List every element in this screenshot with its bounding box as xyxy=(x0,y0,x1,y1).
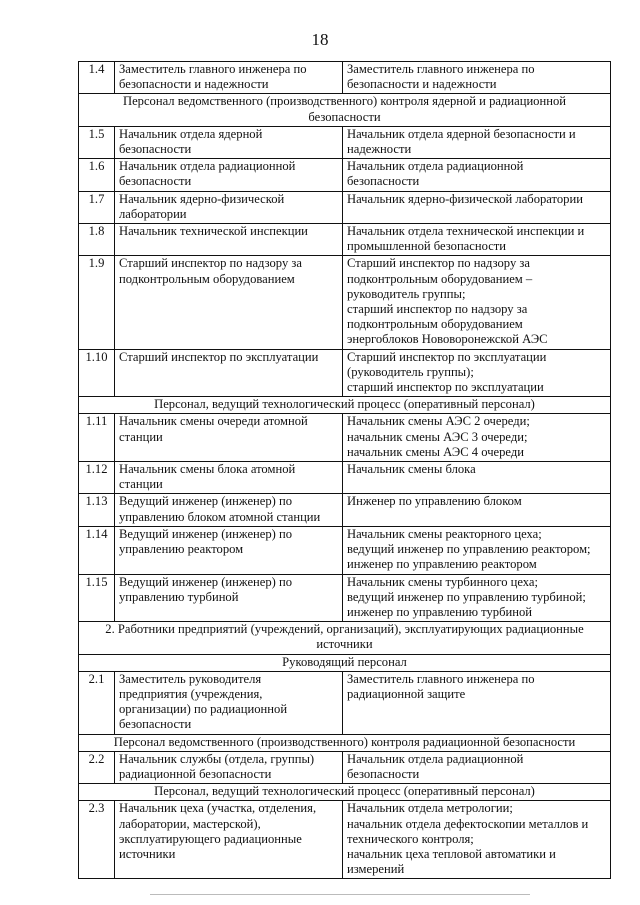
position-title: Начальник службы (отдела, группы) радиационной безопасности xyxy=(115,751,343,783)
table-row xyxy=(79,414,611,462)
footer-divider xyxy=(150,894,530,895)
section-header-row xyxy=(79,622,611,654)
section-header-row xyxy=(79,397,611,414)
item-number: 1.4 xyxy=(79,62,115,94)
equivalent-position: Начальник смены турбинного цеха; ведущий инженер по управлению турбиной; инженер по управлению турбиной xyxy=(343,574,611,622)
equivalent-position: Начальник смены АЭС 2 очереди; начальник смены АЭС 3 очереди; начальник смены АЭС 4 очереди xyxy=(343,414,611,462)
item-number: 1.6 xyxy=(79,159,115,191)
table-row xyxy=(79,191,611,223)
section-header-text: Персонал ведомственного (производственного) контроля радиационной безопасности xyxy=(79,734,611,751)
item-number: 2.2 xyxy=(79,751,115,783)
item-number: 1.12 xyxy=(79,462,115,494)
table-row xyxy=(79,751,611,783)
equivalent-position: Начальник отдела радиационной безопасности xyxy=(343,751,611,783)
position-title: Заместитель главного инженера по безопасности и надежности xyxy=(115,62,343,94)
table-row xyxy=(79,494,611,526)
item-number: 1.7 xyxy=(79,191,115,223)
equivalent-position: Начальник смены блока xyxy=(343,462,611,494)
equivalent-position: Заместитель главного инженера по радиационной защите xyxy=(343,671,611,734)
table-row xyxy=(79,62,611,94)
item-number: 1.8 xyxy=(79,224,115,256)
position-title: Ведущий инженер (инженер) по управлению блоком атомной станции xyxy=(115,494,343,526)
table-row xyxy=(79,349,611,397)
item-number: 1.15 xyxy=(79,574,115,622)
equivalent-position: Старший инспектор по эксплуатации (руководитель группы); старший инспектор по эксплуатации xyxy=(343,349,611,397)
position-title: Начальник отдела радиационной безопасности xyxy=(115,159,343,191)
position-title: Начальник отдела ядерной безопасности xyxy=(115,126,343,158)
table-row xyxy=(79,224,611,256)
item-number: 1.11 xyxy=(79,414,115,462)
equivalent-position: Инженер по управлению блоком xyxy=(343,494,611,526)
table-row xyxy=(79,462,611,494)
position-title: Ведущий инженер (инженер) по управлению турбиной xyxy=(115,574,343,622)
equivalent-position: Начальник смены реакторного цеха; ведущий инженер по управлению реактором; инженер по управлению реактором xyxy=(343,526,611,574)
position-title: Ведущий инженер (инженер) по управлению реактором xyxy=(115,526,343,574)
section-header-row xyxy=(79,734,611,751)
section-header-text: Персонал ведомственного (производственного) контроля ядерной и радиационной безопасности xyxy=(79,94,611,126)
section-header-text: Персонал, ведущий технологический процесс (оперативный персонал) xyxy=(79,397,611,414)
page-number: 18 xyxy=(311,30,329,49)
position-title: Старший инспектор по надзору за подконтрольным оборудованием xyxy=(115,256,343,349)
equivalent-position: Заместитель главного инженера по безопасности и надежности xyxy=(343,62,611,94)
table-row xyxy=(79,256,611,349)
table-row xyxy=(79,801,611,879)
item-number: 1.9 xyxy=(79,256,115,349)
item-number: 1.14 xyxy=(79,526,115,574)
table-row xyxy=(79,671,611,734)
equivalent-position: Начальник отдела радиационной безопасности xyxy=(343,159,611,191)
position-title: Начальник технической инспекции xyxy=(115,224,343,256)
position-title: Начальник ядерно-физической лаборатории xyxy=(115,191,343,223)
position-title: Начальник цеха (участка, отделения, лаборатории, мастерской), эксплуатирующего радиационные источники xyxy=(115,801,343,879)
item-number: 1.10 xyxy=(79,349,115,397)
section-header-text: 2. Работники предприятий (учреждений, организаций), эксплуатирующих радиационные источники xyxy=(79,622,611,654)
section-header-row xyxy=(79,784,611,801)
item-number: 2.1 xyxy=(79,671,115,734)
position-title: Начальник смены блока атомной станции xyxy=(115,462,343,494)
section-header-row xyxy=(79,94,611,126)
equivalent-position: Старший инспектор по надзору за подконтрольным оборудованием – руководитель группы; старший инспектор по надзору за подконтрольным оборудованием энергоблоков Нововоронежской АЭС xyxy=(343,256,611,349)
section-header-text: Руководящий персонал xyxy=(79,654,611,671)
positions-table xyxy=(78,61,611,879)
item-number: 1.5 xyxy=(79,126,115,158)
section-header-row xyxy=(79,654,611,671)
section-header-text: Персонал, ведущий технологический процесс (оперативный персонал) xyxy=(79,784,611,801)
position-title: Начальник смены очереди атомной станции xyxy=(115,414,343,462)
table-row xyxy=(79,526,611,574)
equivalent-position: Начальник отдела ядерной безопасности и надежности xyxy=(343,126,611,158)
item-number: 2.3 xyxy=(79,801,115,879)
table-row xyxy=(79,126,611,158)
position-title: Старший инспектор по эксплуатации xyxy=(115,349,343,397)
equivalent-position: Начальник отдела метрологии; начальник отдела дефектоскопии металлов и технического контроля; начальник цеха тепловой автоматики и измерений xyxy=(343,801,611,879)
position-title: Заместитель руководителя предприятия (учреждения, организации) по радиационной безопасности xyxy=(115,671,343,734)
table-row xyxy=(79,574,611,622)
equivalent-position: Начальник отдела технической инспекции и промышленной безопасности xyxy=(343,224,611,256)
table-row xyxy=(79,159,611,191)
item-number: 1.13 xyxy=(79,494,115,526)
equivalent-position: Начальник ядерно-физической лаборатории xyxy=(343,191,611,223)
